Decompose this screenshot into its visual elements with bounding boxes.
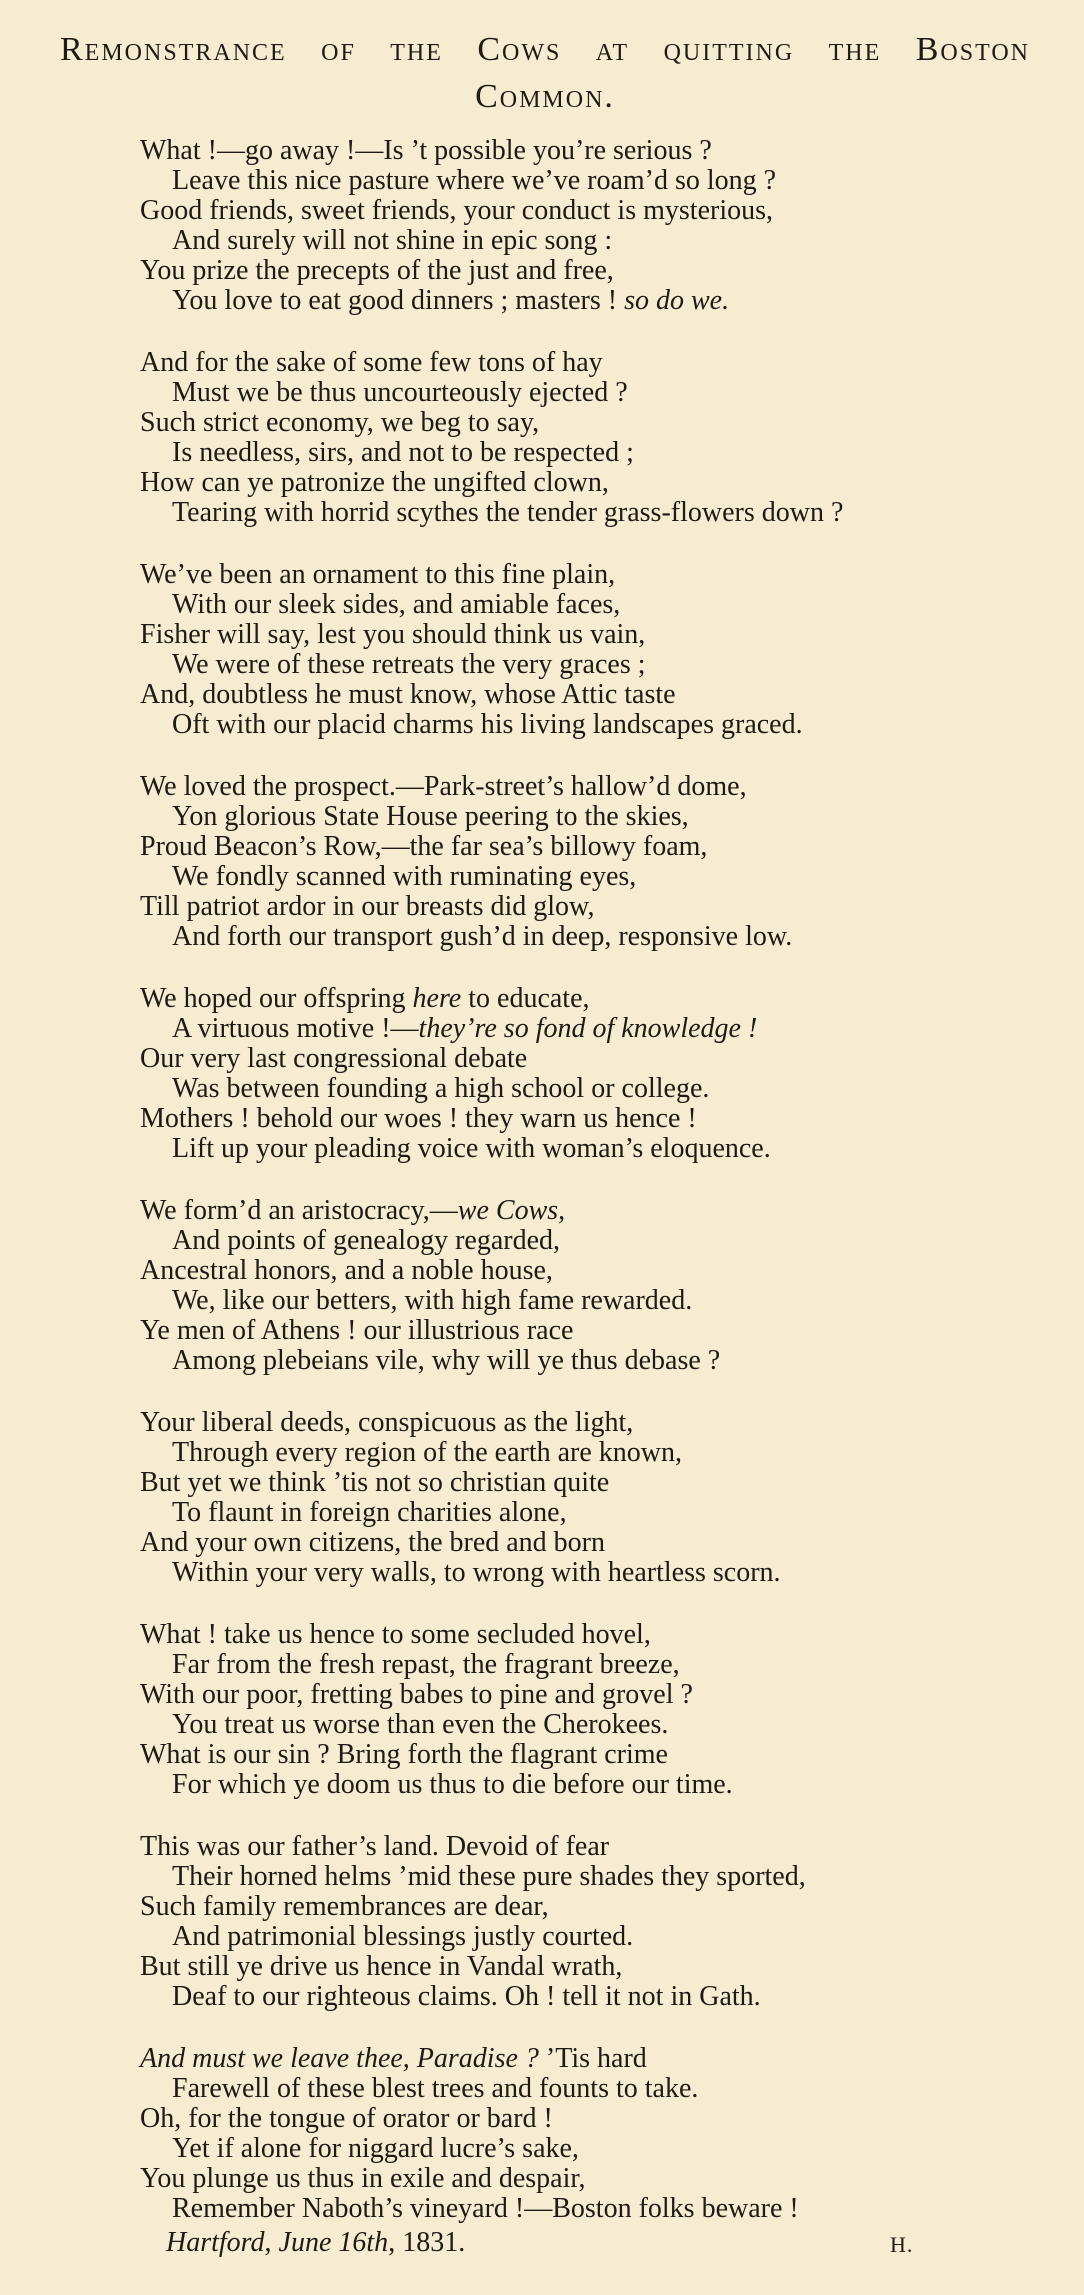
- poem-line: [140, 1740, 1040, 1770]
- poem-line-text: We were of these retreats the very graces ;: [172, 649, 646, 680]
- poem-line: [140, 286, 1040, 316]
- poem-line-text: And forth our transport gush’d in deep, responsive low.: [172, 921, 793, 952]
- poem-line: [140, 1620, 1040, 1650]
- poem-line-text: Was between founding a high school or college.: [172, 1073, 710, 1104]
- poem-title-line-2: Common.: [475, 78, 615, 115]
- poem-line: [140, 1650, 1040, 1680]
- poem-line-text: With our sleek sides, and amiable faces,: [172, 589, 621, 620]
- poem-line: [140, 892, 1040, 922]
- poem-line: [140, 560, 1040, 590]
- poem-line: [140, 2044, 1040, 2074]
- poem-line: [140, 650, 1040, 680]
- poem-line: [140, 136, 1040, 166]
- poem-line-text: Lift up your pleading voice with woman’s eloquence.: [172, 1133, 771, 1164]
- poem-line: [140, 1498, 1040, 1528]
- poem-line: [140, 1226, 1040, 1256]
- poem-line: [140, 1104, 1040, 1134]
- stanza: [140, 560, 1040, 740]
- poem-line-text: And your own citizens, the bred and born: [140, 1527, 605, 1558]
- poem-line-text: Fisher will say, lest you should think us vain,: [140, 619, 646, 650]
- poem-line: [140, 1256, 1040, 1286]
- poem-line: [140, 862, 1040, 892]
- poem-line: [140, 226, 1040, 256]
- poem-line-text: Mothers ! behold our woes ! they warn us hence !: [140, 1103, 697, 1134]
- poem-line-text: Yet if alone for niggard lucre’s sake,: [172, 2133, 579, 2164]
- poem-line: [140, 772, 1040, 802]
- poem-line-text: Far from the fresh repast, the fragrant breeze,: [172, 1649, 680, 1680]
- poem-line-text: We fondly scanned with ruminating eyes,: [172, 861, 637, 892]
- stanza: [140, 2044, 1040, 2224]
- poem-line: [140, 710, 1040, 740]
- stanza: [140, 136, 1040, 316]
- dateline: Hartford, June 16th, 1831.: [166, 2227, 466, 2258]
- poem-line-text: This was our father’s land. Devoid of fear: [140, 1831, 610, 1862]
- poem-line-text: And for the sake of some few tons of hay: [140, 347, 603, 378]
- stanza: [140, 1620, 1040, 1800]
- poem-line: [140, 256, 1040, 286]
- poem-line-text: Such family remembrances are dear,: [140, 1891, 549, 1922]
- poem-line-text: Farewell of these blest trees and founts to take.: [172, 2073, 699, 2104]
- poem-line: [140, 1316, 1040, 1346]
- poem-line-text: You prize the precepts of the just and free,: [140, 255, 614, 286]
- stanza: [140, 348, 1040, 528]
- poem-line: [140, 802, 1040, 832]
- poem-line-text: We hoped our offspring: [140, 983, 413, 1014]
- poem-line: [140, 680, 1040, 710]
- poem-line: [140, 1468, 1040, 1498]
- dateline-place: Hartford: [166, 2227, 265, 2258]
- poem-line-text: Deaf to our righteous claims. Oh ! tell it not in Gath.: [172, 1981, 761, 2012]
- poem-line: [140, 1862, 1040, 1892]
- poem-line: [140, 1286, 1040, 1316]
- poem-line: [140, 1892, 1040, 1922]
- poem-line-text: We’ve been an ornament to this fine plain,: [140, 559, 616, 590]
- author-signature: H.: [890, 2232, 914, 2257]
- poem-line-text: To flaunt in foreign charities alone,: [172, 1497, 567, 1528]
- poem-line: [140, 468, 1040, 498]
- poem-line: [140, 620, 1040, 650]
- poem-line-text: For which ye doom us thus to die before our time.: [172, 1769, 733, 1800]
- poem-line: [140, 832, 1040, 862]
- poem-line-text: Ancestral honors, and a noble house,: [140, 1255, 553, 1286]
- poem-line: [140, 1134, 1040, 1164]
- poem-line-text: But yet we think ’tis not so christian quite: [140, 1467, 610, 1498]
- poem-line-text: We form’d an aristocracy,—: [140, 1195, 458, 1226]
- poem-line: [140, 438, 1040, 468]
- poem-line: [140, 196, 1040, 226]
- poem-line: [140, 408, 1040, 438]
- poem-line-text: And patrimonial blessings justly courted.: [172, 1921, 634, 1952]
- poem-line-text: And, doubtless he must know, whose Attic taste: [140, 679, 676, 710]
- poem-line: [140, 1074, 1040, 1104]
- poem-line: [140, 348, 1040, 378]
- poem-line-text: Ye men of Athens ! our illustrious race: [140, 1315, 574, 1346]
- poem-line-text: You plunge us thus in exile and despair,: [140, 2163, 586, 2194]
- dateline-date: June 16th: [278, 2227, 389, 2258]
- poem-line-italic: And must we leave thee, Paradise ?: [140, 2043, 539, 2074]
- poem-line-text: Must we be thus uncourteously ejected ?: [172, 377, 628, 408]
- poem-line-text-after: to educate,: [461, 983, 590, 1014]
- poem-line-text: Through every region of the earth are known,: [172, 1437, 683, 1468]
- poem-line-text: Is needless, sirs, and not to be respected ;: [172, 437, 634, 468]
- poem-line: [140, 1680, 1040, 1710]
- poem-line-text: Within your very walls, to wrong with heartless scorn.: [172, 1557, 781, 1588]
- poem-body: [140, 136, 1040, 2256]
- poem-line-text: And points of genealogy regarded,: [172, 1225, 560, 1256]
- poem-line-text: Your liberal deeds, conspicuous as the light,: [140, 1407, 634, 1438]
- poem-line: [140, 2194, 1040, 2224]
- poem-line-italic: they’re so fond of knowledge !: [418, 1013, 758, 1044]
- poem-line-text: Till patriot ardor in our breasts did glow,: [140, 891, 595, 922]
- poem-line: [140, 2164, 1040, 2194]
- poem-line: [140, 590, 1040, 620]
- poem-line-text: What ! take us hence to some secluded hovel,: [140, 1619, 651, 1650]
- poem-line: [140, 1558, 1040, 1588]
- poem-line-text: Leave this nice pasture where we’ve roam’d so long ?: [172, 165, 777, 196]
- poem-line: [140, 1952, 1040, 1982]
- poem-line: [140, 1346, 1040, 1376]
- poem-line-italic: so do we.: [624, 285, 730, 316]
- poem-line-text: A virtuous motive !—: [172, 1013, 419, 1044]
- poem-line: [140, 2104, 1040, 2134]
- poem-line-text: You love to eat good dinners ; masters !: [172, 285, 625, 316]
- poem-line-text: We, like our betters, with high fame rewarded.: [172, 1285, 693, 1316]
- poem-line-text: You treat us worse than even the Cherokees.: [172, 1709, 669, 1740]
- poem-line-text: Good friends, sweet friends, your conduct is mysterious,: [140, 195, 773, 226]
- poem-line: [140, 498, 1040, 528]
- poem-line-text: Proud Beacon’s Row,—the far sea’s billowy foam,: [140, 831, 708, 862]
- poem-line: [140, 984, 1040, 1014]
- poem-line-text: What !—go away !—Is ’t possible you’re serious ?: [140, 135, 712, 166]
- stanza: [140, 984, 1040, 1164]
- poem-line: [140, 1770, 1040, 1800]
- poem-line: [140, 1982, 1040, 2012]
- poem-line-italic: here: [412, 983, 462, 1014]
- poem-line: [140, 1528, 1040, 1558]
- poem-line: [140, 1832, 1040, 1862]
- poem-line: [140, 166, 1040, 196]
- poem-line: [140, 1196, 1040, 1226]
- poem-line-text: With our poor, fretting babes to pine and grovel ?: [140, 1679, 693, 1710]
- stanza: [140, 772, 1040, 952]
- poem-line: [140, 1922, 1040, 1952]
- poem-line-text: But still ye drive us hence in Vandal wrath,: [140, 1951, 623, 1982]
- poem-line-text: Such strict economy, we beg to say,: [140, 407, 540, 438]
- poem-line-italic: we Cows,: [457, 1195, 566, 1226]
- poem-line: [140, 1014, 1040, 1044]
- poem-line-text: Tearing with horrid scythes the tender grass-flowers down ?: [172, 497, 844, 528]
- poem-line: [140, 1710, 1040, 1740]
- poem-line-text: How can ye patronize the ungifted clown,: [140, 467, 609, 498]
- poem-line: [140, 2134, 1040, 2164]
- poem-line-text: We loved the prospect.—Park-street’s hallow’d dome,: [140, 771, 747, 802]
- poem-line-text: Remember Naboth’s vineyard !—Boston folks beware !: [172, 2193, 799, 2224]
- poem-line-text: Among plebeians vile, why will ye thus debase ?: [172, 1345, 721, 1376]
- poem-line-text: And surely will not shine in epic song :: [172, 225, 613, 256]
- stanza: [140, 1196, 1040, 1376]
- poem-title-line-1: Remonstrance of the Cows at quitting the Boston: [60, 31, 1030, 68]
- stanza: [140, 1408, 1040, 1588]
- poem-line: [140, 2074, 1040, 2104]
- poem-line: [140, 1044, 1040, 1074]
- poem-line-text: Oft with our placid charms his living landscapes graced.: [172, 709, 803, 740]
- poem-line-text: What is our sin ? Bring forth the flagrant crime: [140, 1739, 668, 1770]
- poem-line-text: Yon glorious State House peering to the skies,: [172, 801, 689, 832]
- poem-line-text: Oh, for the tongue of orator or bard !: [140, 2103, 553, 2134]
- poem-line-text: Their horned helms ’mid these pure shades they sported,: [172, 1861, 806, 1892]
- poem-line: [140, 1408, 1040, 1438]
- poem-line: [140, 378, 1040, 408]
- poem-line-text: Our very last congressional debate: [140, 1043, 528, 1074]
- dateline-year: , 1831.: [388, 2227, 466, 2258]
- poem-line-text-after: ’Tis hard: [538, 2043, 647, 2074]
- poem-line: [140, 922, 1040, 952]
- poem-line: [140, 1438, 1040, 1468]
- stanza: [140, 1832, 1040, 2012]
